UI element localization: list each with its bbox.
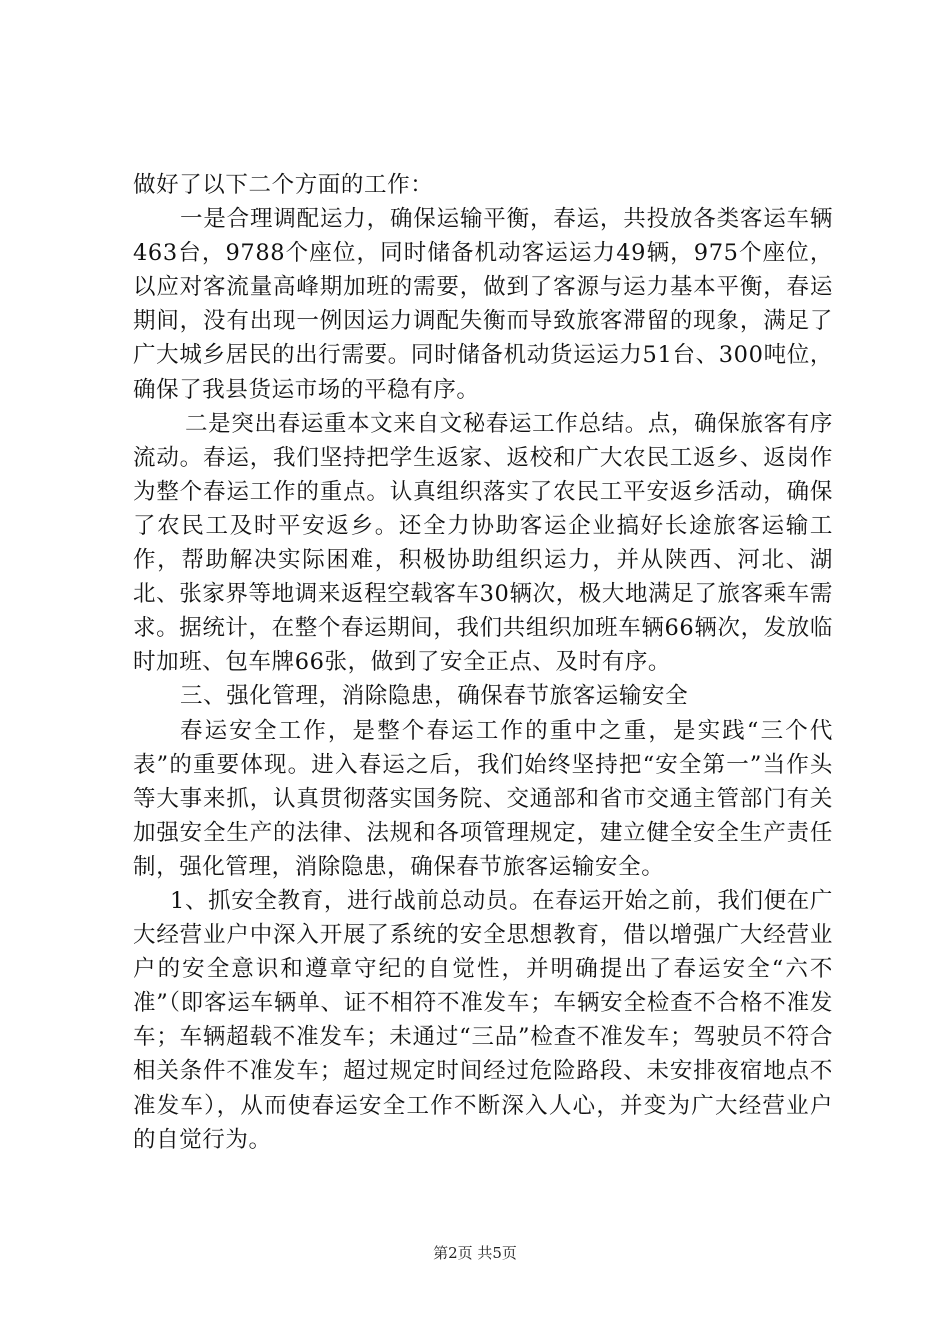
paragraph-safety-education: 1、抓安全教育，进行战前总动员。在春运开始之前，我们便在广大经营业户中深入开展了系统的安全思想教育，借以增强广大经营业户的安全意识和遵章守纪的自觉性，并明确提出了春运安全“六不准”（即客运车辆单、证不相符不准发车；车辆安全检查不合格不准发车；车辆超载不准发车；未通过“三品”检查不准发车；驾驶员不符合相关条件不准发车；超过规定时间经过危险路段、未安排夜宿地点不准发车），从而使春运安全工作不断深入人心，并变为广大经营业户的自觉行为。	[133, 887, 833, 1153]
page-footer: 第2页 共5页	[433, 1244, 517, 1262]
paragraph-item-one: 一是合理调配运力，确保运输平衡，春运，共投放各类客运车辆463台，9788个座位，同时储备机动客运运力49辆，975个座位，以应对客流量高峰期加班的需要，做到了客源与运力基本平衡，春运期间，没有出现一例因运力调配失衡而导致旅客滞留的现象，满足了广大城乡居民的出行需要。同时储备机动货运运力51台、300吨位，确保了我县货运市场的平稳有序。	[133, 206, 833, 403]
document-body	[133, 168, 833, 1157]
paragraph-item-two: 二是突出春运重本文来自文秘春运工作总结。点，确保旅客有序流动。春运，我们坚持把学生返家、返校和广大农民工返乡、返岗作为整个春运工作的重点。认真组织落实了农民工平安返乡活动，确保了农民工及时平安返乡。还全力协助客运企业搞好长途旅客运输工作，帮助解决实际困难，积极协助组织运力，并从陕西、河北、湖北、张家界等地调来返程空载客车30辆次，极大地满足了旅客乘车需求。据统计，在整个春运期间，我们共组织加班车辆66辆次，发放临时加班、包车牌66张，做到了安全正点、及时有序。	[133, 410, 833, 676]
paragraph-intro: 做好了以下二个方面的工作：	[133, 172, 434, 198]
paragraph-safety: 春运安全工作，是整个春运工作的重中之重，是实践“三个代表”的重要体现。进入春运之后，我们始终坚持把“安全第一”当作头等大事来抓，认真贯彻落实国务院、交通部和省市交通主管部门有关加强安全生产的法律、法规和各项管理规定，建立健全安全生产责任制，强化管理，消除隐患，确保春节旅客运输安全。	[133, 717, 833, 880]
section-heading-three: 三、强化管理，消除隐患，确保春节旅客运输安全	[180, 683, 689, 710]
